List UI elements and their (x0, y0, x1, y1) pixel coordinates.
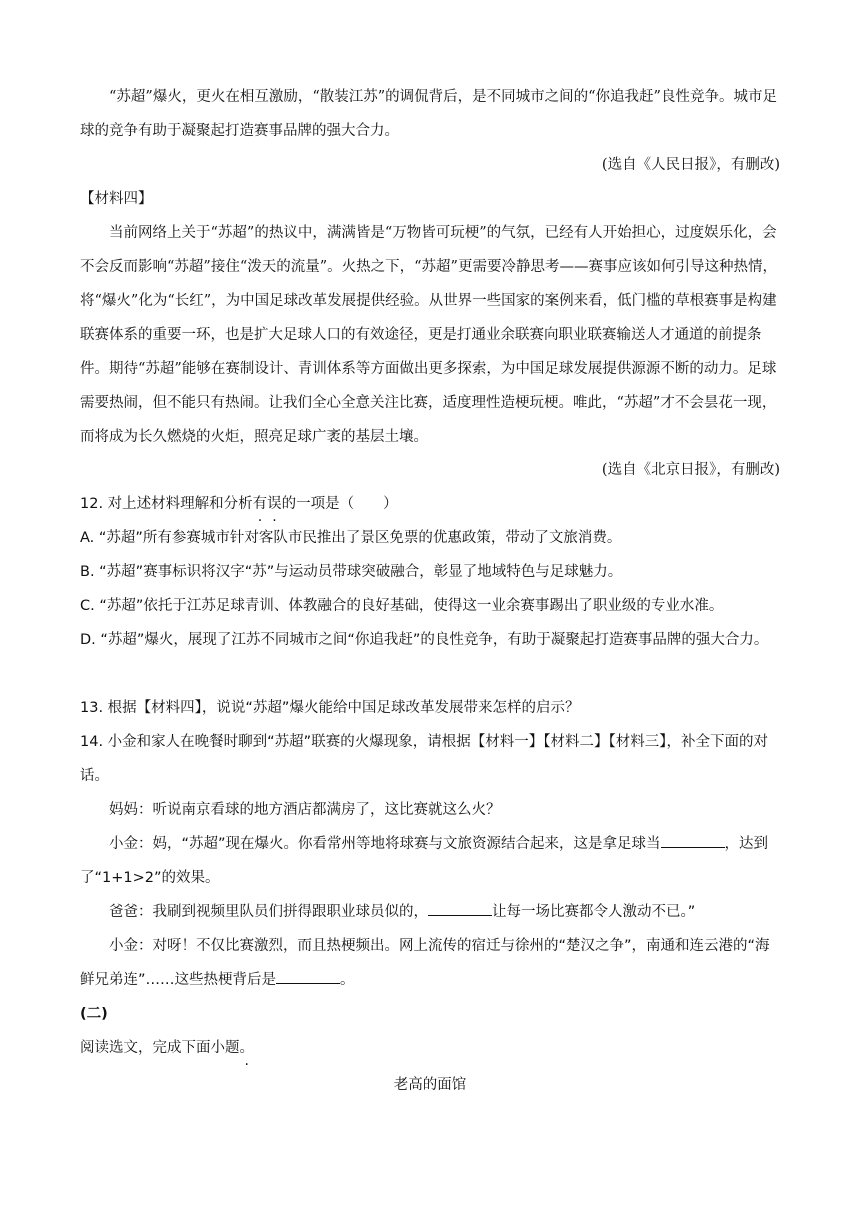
material4-paragraph: 当前网络上关于“苏超”的热议中，满满皆是“万物皆可玩梗”的气氛，已经有人开始担心，过度娱乐化，会不会反而影响“苏超”接住“泼天的流量”。火热之下，“苏超”更需要冷静思考——赛事应该如何引导这种热情，将“爆火”化为“长红”，为中国足球改革发展提供经验。从世界一些国家的案例来看，低门槛的草根赛事是构建联赛体系的重要一环，也是扩大足球人口的有效途径，更是打通业余联赛向职业联赛输送人才通道的前提条件。期待“苏超”能够在赛制设计、青训体系等方面做出更多探索，为中国足球发展提供源源不断的动力。足球需要热闹，但不能只有热闹。让我们全心全意关注比赛，适度理性造梗玩梗。唯此，“苏超”才不会昙花一现，而将成为长久燃烧的火炬，照亮足球广袤的基层土壤。 (80, 225, 777, 445)
dialog-dad (80, 895, 780, 929)
material3-paragraph: “苏超”爆火，更火在相互激励，“散装江苏”的调侃背后，是不同城市之间的“你追我赶”良性竞争。城市足球的竞争有助于凝聚起打造赛事品牌的强大合力。 (80, 89, 777, 139)
instruction-text: 阅读选文，完成下面小题 (80, 1040, 240, 1056)
q12-option-c: C. “苏超”依托于江苏足球青训、体教融合的良好基础，使得这一业余赛事踢出了职业级的专业水准。 (80, 598, 724, 614)
q12-emph-2: 误 (267, 496, 282, 512)
dialog-xiaojin-1-b: ，达到了“1+1>2”的效果。 (80, 836, 769, 886)
q12-prefix: 12. 对上述材料理解和分析 (80, 496, 253, 512)
answer-blank-1[interactable] (661, 833, 725, 848)
dialog-xiaojin-2-a: 小金：对呀！不仅比赛激烈，而且热梗频出。网上流传的宿迁与徐州的“楚汉之争”，南通和连云港的“海鲜兄弟连”……这些热梗背后是 (80, 938, 770, 988)
section-two-heading: (二) (80, 1006, 108, 1022)
source-beijing: (选自《北京日报》，有删改) (601, 462, 780, 478)
q12-suffix: 的一项是（ ） (281, 496, 398, 512)
source-renmin: (选自《人民日报》，有删改) (601, 157, 780, 173)
story-title: 老高的面馆 (393, 1077, 467, 1093)
answer-blank-3[interactable] (276, 969, 340, 984)
question-13: 13. 根据【材料四】，说说“苏超”爆火能给中国足球改革发展带来怎样的启示？ (80, 700, 580, 716)
question-14: 14. 小金和家人在晚餐时聊到“苏超”联赛的火爆现象，请根据【材料一】【材料二】【材料三】，补全下面的对话。 (80, 734, 768, 784)
dialog-mom: 妈妈：听说南京看球的地方酒店都满房了，这比赛就这么火？ (109, 802, 501, 818)
material4-heading: 【材料四】 (80, 191, 153, 207)
q12-option-d: D. “苏超”爆火，展现了江苏不同城市之间“你追我赶”的良性竞争，有助于凝聚起打造赛事品牌的强大合力。 (80, 632, 769, 648)
dialog-dad-a: 爸爸：我刷到视频里队员们拼得跟职业球员似的， (109, 904, 428, 920)
dialog-dad-b: 让每一场比赛都令人激动不已。” (492, 904, 696, 920)
q12-option-a: A. “苏超”所有参赛城市针对客队市民推出了景区免票的优惠政策，带动了文旅消费。 (80, 530, 622, 546)
dialog-xiaojin-2-b: 。 (340, 972, 355, 988)
q12-option-b: B. “苏超”赛事标识将汉字“苏”与运动员带球突破融合，彰显了地域特色与足球魅力。 (80, 564, 623, 580)
answer-blank-2[interactable] (428, 901, 492, 916)
q12-emph-1: 有 (252, 496, 268, 512)
instruction-period: 。 · (240, 1040, 255, 1056)
dialog-xiaojin-2 (80, 929, 780, 997)
dialog-xiaojin-1-a: 小金：妈，“苏超”现在爆火。你看常州等地将球赛与文旅资源结合起来，这是拿足球当 (109, 836, 661, 852)
dialog-xiaojin-1 (80, 827, 780, 895)
question-12 (80, 487, 780, 521)
reading-instruction (80, 1031, 780, 1065)
